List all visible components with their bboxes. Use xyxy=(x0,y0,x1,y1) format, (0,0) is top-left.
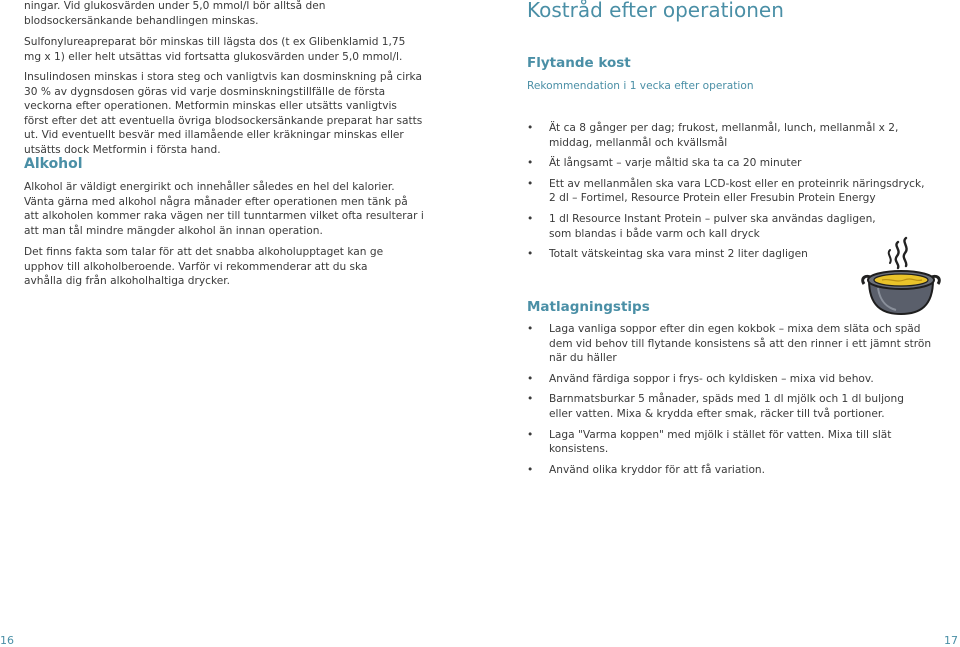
list-item-text: Ett av mellanmålen ska vara LCD-kost eller en proteinrik näringsdryck, 2 dl – Fortimel, Resource Protein eller Fresubin Protein Energy xyxy=(549,177,925,205)
list-item: • 1 dl Resource Instant Protein – pulver ska användas dagligen, som blandas i både varm och kall dryck xyxy=(527,212,889,241)
page-title: Kostråd efter operationen xyxy=(527,0,784,22)
list-item: • Ät långsamt – varje måltid ska ta ca 20 minuter xyxy=(527,156,932,171)
heading-flytande-kost: Flytande kost xyxy=(527,55,631,71)
list-item: • Använd färdiga soppor i frys- och kyldisken – mixa vid behov. xyxy=(527,372,932,387)
paragraph-alkohol-1: Alkohol är väldigt energirikt och innehåller således en hel del kalorier. Vänta gärna med alkohol några månader efter operationen men tänk på att alkoholen kommer raka vägen ner till tunntarmen vilket ofta resulterar i att man tål mindre mängder alkohol än innan operation. xyxy=(24,181,424,237)
page-number-left: 16 xyxy=(0,634,14,647)
soup-pot-icon xyxy=(860,236,942,316)
paragraph-intro: ningar. Vid glukosvärden under 5,0 mmol/l bör alltså den blodsockersänkande behandlingen minskas. xyxy=(24,0,326,27)
heading-alkohol: Alkohol xyxy=(24,156,83,172)
paragraph-alkohol-2: Det finns fakta som talar för att det snabba alkoholupptaget kan ge upphov till alkoholberoende. Varför vi rekommenderar att du ska avhålla dig från alkoholhaltiga drycker. xyxy=(24,246,384,288)
cooking-tips-list xyxy=(527,322,932,477)
heading-matlagningstips: Matlagningstips xyxy=(527,299,650,315)
list-item xyxy=(527,177,932,206)
list-item: • Totalt vätskeintag ska vara minst 2 liter dagligen xyxy=(527,247,932,262)
paragraph-insulin: Insulindosen minskas i stora steg och vanligtvis kan dosminskning på cirka 30 % av dygnsdosen göras vid varje dosminskningstillfälle de första veckorna efter operationen. Metformin minskas eller utsätts vanligtvis först efter det att eventuella övriga blodsockersänkande preparat har satts ut. Vid eventuellt besvär med illamående eller kräkningar minskas eller utsätts dock Metformin i första hand. xyxy=(24,71,423,156)
page-number-right: 17 xyxy=(944,634,958,647)
list-item: • Laga vanliga soppor efter din egen kokbok – mixa dem släta och späd dem vid behov till flytande konsistens så att den rinner i ett jämnt strön när du häller xyxy=(527,322,932,366)
recommendation-text: Rekommendation i 1 vecka efter operation xyxy=(527,80,754,92)
paragraph-sulfonylurea: Sulfonylureapreparat bör minskas till lägsta dos (t ex Glibenklamid 1,75 mg x 1) eller helt utsättas vid fortsatta glukosvärden under 5,0 mmol/l. xyxy=(24,36,406,63)
list-item: • Ät ca 8 gånger per dag; frukost, mellanmål, lunch, mellanmål x 2, middag, mellanmål och kvällsmål xyxy=(527,121,932,150)
list-item: • Använd olika kryddor för att få variation. xyxy=(527,463,932,478)
list-item: • Laga "Varma koppen" med mjölk i stället för vatten. Mixa till slät konsistens. xyxy=(527,428,932,457)
list-item: • Barnmatsburkar 5 månader, späds med 1 dl mjölk och 1 dl buljong eller vatten. Mixa & krydda efter smak, räcker till två portioner. xyxy=(527,392,929,421)
